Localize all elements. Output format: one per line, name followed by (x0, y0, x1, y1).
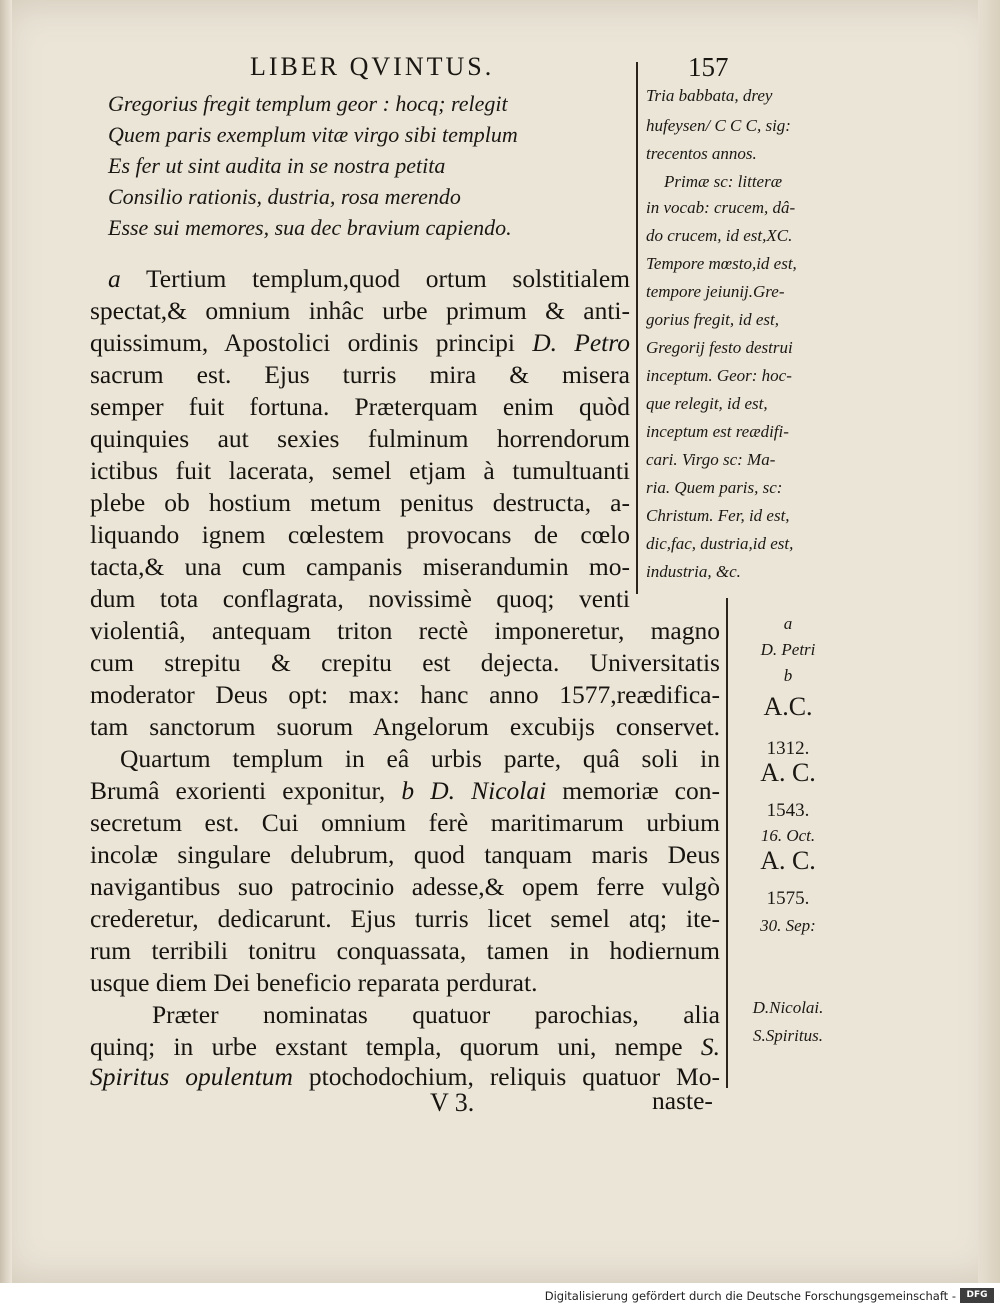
margin-mark: D. Petri (760, 640, 816, 659)
text-line: cum strepitu & crepitu est dejecta. Universitatis (90, 648, 720, 677)
margin-mark: D.Nicolai. (752, 998, 824, 1017)
column-rule-margin (726, 598, 728, 1088)
text-line: crederetur, dedicarunt. Ejus turris licet semel atq; ite- (90, 904, 720, 933)
text-line: navigantibus suo patrocinio adesse,& opem ferre vulgò (90, 872, 720, 901)
margin-note-line: Tempore mœsto,id est, (646, 254, 797, 273)
verse-line: Es fer ut sint audita in se nostra petita (108, 153, 446, 178)
verse-line: Gregorius fregit templum geor : hocq; relegit (108, 91, 508, 116)
text-line: Præter nominatas quatuor parochias, alia (152, 1000, 720, 1029)
margin-mark: 1312. (766, 738, 810, 759)
text-line: a Tertium templum,quod ortum solstitialem (108, 264, 630, 293)
margin-note-line: que relegit, id est, (646, 394, 768, 413)
margin-note-line: cari. Virgo sc: Ma- (646, 450, 776, 469)
text-line: quissimum, Apostolici ordinis principi D. Petro (90, 328, 630, 357)
margin-note-line: trecentos annos. (646, 144, 757, 163)
text-line: moderator Deus opt: max: hanc anno 1577,reædifica- (90, 680, 720, 709)
margin-note-line: inceptum est reædifi- (646, 422, 789, 441)
text-line: tacta,& una cum campanis miserandumin mo- (90, 552, 630, 581)
margin-note-line: Primæ sc: litteræ (664, 172, 783, 191)
margin-note-line: Gregorij festo destrui (646, 338, 793, 357)
text-line: sacrum est. Ejus turris mira & misera (90, 360, 630, 389)
margin-note-line: do crucem, id est,XC. (646, 226, 793, 245)
text-line: usque diem Dei beneficio reparata perdurat. (90, 968, 538, 997)
margin-note-line: gorius fregit, id est, (646, 310, 780, 329)
text-line: ictibus fuit lacerata, semel etjam à tumultuanti (90, 456, 630, 485)
margin-mark: 16. Oct. (760, 826, 816, 845)
margin-mark: 30. Sep: (760, 916, 816, 935)
verse-block (108, 88, 518, 243)
text-line: liquando ignem cœlestem provocans de cœlo (90, 520, 630, 549)
page-edge-shadow (978, 0, 1000, 1283)
margin-note-line: hufeysen/ C C C, sig: (646, 116, 791, 135)
margin-mark: 1575. (766, 888, 810, 909)
margin-note-line: ria. Quem paris, sc: (646, 478, 783, 497)
text-line: incolæ singulare delubrum, quod tanquam maris Deus (90, 840, 720, 869)
text-line: dum tota conflagrata, novissimè quoq; venti (90, 584, 630, 613)
text-line: quinquies aut sexies fulminum horrendorum (90, 424, 630, 453)
margin-note-line: Christum. Fer, id est, (646, 506, 790, 525)
text-line: secretum est. Cui omnium ferè maritimarum urbium (90, 808, 720, 837)
margin-note-line: in vocab: crucem, dâ- (646, 198, 796, 217)
margin-mark: a (783, 614, 793, 633)
column-rule-notes (636, 62, 638, 594)
text-line: semper fuit fortuna. Præterquam enim quòd (90, 392, 630, 421)
text-line: quinq; in urbe exstant templa, quorum uni, nempe S. (90, 1032, 720, 1061)
margin-mark: A.C. (763, 692, 813, 721)
text-line: rum terribili tonitru conquassata, tamen in hodiernum (90, 936, 720, 965)
margin-note-line: dic,fac, dustria,id est, (646, 534, 794, 553)
margin-mark: A. C. (760, 758, 816, 787)
margin-note-line: tempore jeiunij.Gre- (646, 282, 785, 301)
margin-mark: b (783, 666, 793, 685)
page-number: 157 (688, 52, 729, 82)
dfg-logo: DFG (960, 1288, 994, 1303)
text-line: spectat,& omnium inhâc urbe primum & anti- (90, 296, 630, 325)
margin-note-line: Tria babbata, drey (646, 86, 773, 105)
running-head: LIBER QVINTUS. (250, 52, 495, 81)
text-line: violentiâ, antequam triton rectè imponeretur, magno (90, 616, 720, 645)
verse-line: Consilio rationis, dustria, rosa merendo (108, 184, 461, 209)
verse-line: Esse sui memores, sua dec bravium capiendo. (108, 215, 512, 240)
text-line: Quartum templum in eâ urbis parte, quâ soli in (120, 744, 720, 773)
margin-note-line: inceptum. Geor: hoc- (646, 366, 792, 385)
page-gutter-shadow (0, 0, 12, 1283)
margin-mark: A. C. (760, 846, 816, 875)
text-line: Brumâ exorienti exponitur, b D. Nicolai memoriæ con- (90, 776, 720, 805)
margin-mark: 1543. (766, 800, 810, 821)
margin-note-line: industria, &c. (646, 562, 741, 581)
footer-credit: Digitalisierung gefördert durch die Deutsche Forschungsgemeinschaft - (544, 1289, 956, 1303)
catchword: naste- (652, 1086, 713, 1115)
text-line: tam sanctorum suorum Angelorum excubijs conservet. (90, 712, 720, 741)
text-line: plebe ob hostium metum penitus destructa, a- (90, 488, 630, 517)
signature-mark: V 3. (430, 1088, 475, 1117)
margin-mark: S.Spiritus. (753, 1026, 823, 1045)
text-line: Spiritus opulentum ptochodochium, reliquis quatuor Mo- (90, 1062, 720, 1091)
verse-line: Quem paris exemplum vitæ virgo sibi templum (108, 122, 518, 147)
